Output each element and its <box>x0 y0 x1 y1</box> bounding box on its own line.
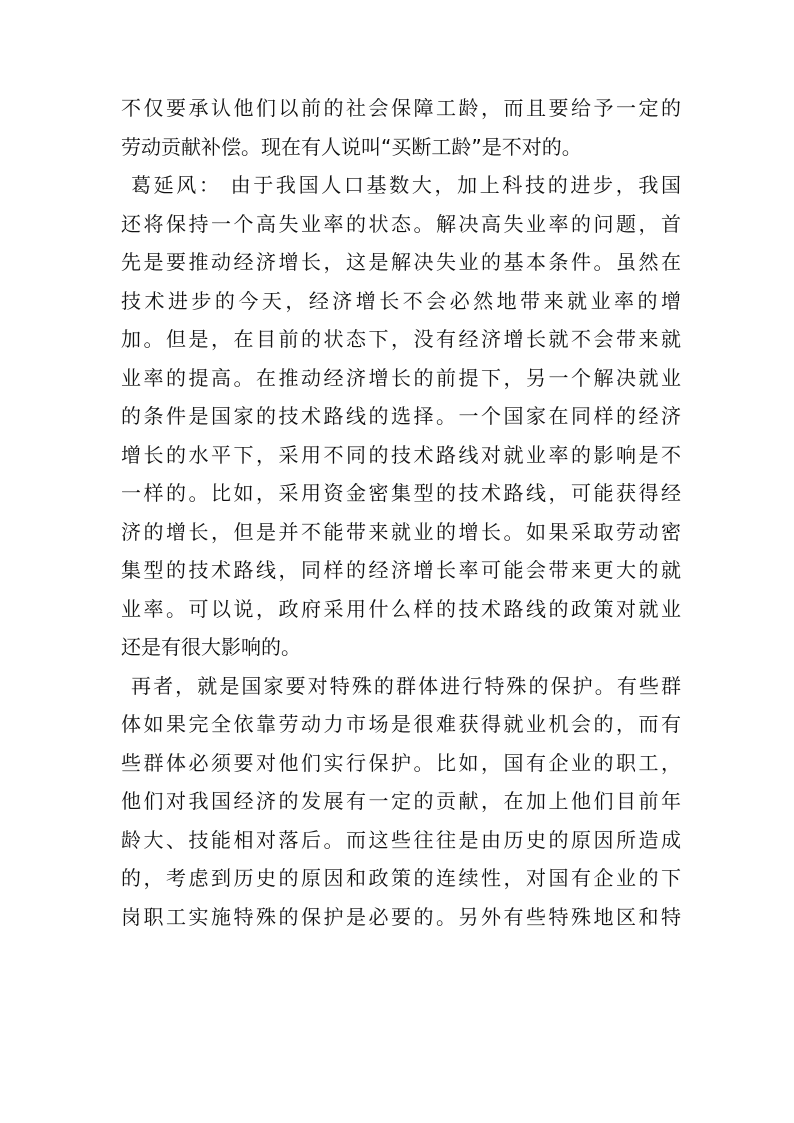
text-line: 不仅要承认他们以前的社会保障工龄，而且要给予一定的 <box>121 96 681 120</box>
text-line: 集型的技术路线，同样的经济增长率可能会带来更大的就 <box>121 558 681 582</box>
text-line: 岗职工实施特殊的保护是必要的。另外有些特殊地区和特 <box>121 904 681 929</box>
text-line: 业率。可以说，政府采用什么样的技术路线的政策对就业 <box>121 596 681 621</box>
text-line: 业率的提高。在推动经济增长的前提下，另一个解决就业 <box>121 365 681 390</box>
text-line: 技术进步的今天，经济增长不会必然地带来就业率的增 <box>121 288 681 313</box>
text-line: 龄大、技能相对落后。而这些往往是由历史的原因所造成 <box>121 827 681 852</box>
text-line: 先是要推动经济增长，这是解决失业的基本条件。虽然在 <box>121 250 681 274</box>
text-line: 增长的水平下，采用不同的技术路线对就业率的影响是不 <box>121 442 681 467</box>
body-text <box>121 89 681 936</box>
text-line: 劳动贡献补偿。现在有人说叫“买断工龄”是不对的。 <box>121 134 582 159</box>
text-line: 济的增长，但是并不能带来就业的增长。如果采取劳动密 <box>121 519 681 544</box>
text-line: 一样的。比如，采用资金密集型的技术路线，可能获得经 <box>121 481 681 505</box>
text-line: 的条件是国家的技术路线的选择。一个国家在同样的经济 <box>121 404 681 428</box>
text-line: 加。但是，在目前的状态下，没有经济增长就不会带来就 <box>121 327 681 351</box>
text-line: 还将保持一个高失业率的状态。解决高失业率的问题，首 <box>121 211 681 236</box>
text-line: 他们对我国经济的发展有一定的贡献，在加上他们目前年 <box>121 789 681 813</box>
paragraph-start-line: 再者，就是国家要对特殊的群体进行特殊的保护。有些群 <box>131 673 681 698</box>
speaker-line: 葛延风： 由于我国人口基数大，加上科技的进步，我国 <box>131 173 681 197</box>
text-line: 还是有很大影响的。 <box>121 635 301 659</box>
text-line: 的，考虑到历史的原因和政策的连续性，对国有企业的下 <box>121 866 681 890</box>
text-line: 体如果完全依靠劳动力市场是很难获得就业机会的，而有 <box>121 712 681 736</box>
text-line: 些群体必须要对他们实行保护。比如，国有企业的职工， <box>121 750 681 775</box>
